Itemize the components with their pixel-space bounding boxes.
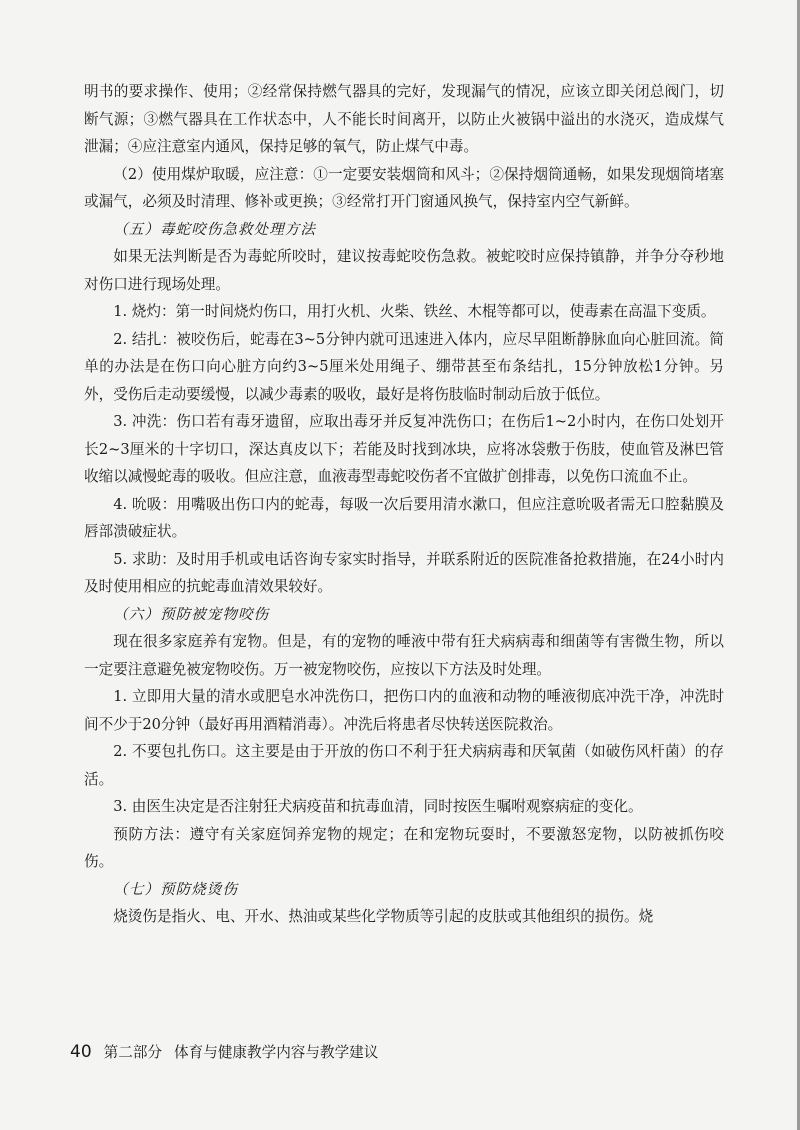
- paragraph: 2. 不要包扎伤口。这主要是由于开放的伤口不利于狂犬病病毒和厌氧菌（如破伤风杆菌）的存活。: [84, 743, 724, 788]
- paragraph: 1. 烧灼：第一时间烧灼伤口，用打火机、火柴、铁丝、木棍等都可以，使毒素在高温下变质。: [113, 303, 716, 320]
- section-heading: （七）预防烧烫伤: [113, 880, 238, 898]
- page-body: [84, 78, 724, 931]
- paragraph: 3. 冲洗：伤口若有毒牙遗留，应取出毒牙并反复冲洗伤口；在伤后1~2小时内，在伤口处划开长2~3厘米的十字切口，深达真皮以下；若能及时找到冰块，应将冰袋敷于伤肢，使血管及淋巴管收缩以减慢蛇毒的吸收。但应注意，血液毒型毒蛇咬伤者不宜做扩创排毒，以免伤口流血不止。: [84, 413, 724, 485]
- section-heading: （六）预防被宠物咬伤: [113, 605, 270, 623]
- paragraph: 明书的要求操作、使用；②经常保持燃气器具的完好，发现漏气的情况，应该立即关闭总阀门，切断气源；③燃气器具在工作状态中，人不能长时间离开，以防止火被锅中溢出的水浇灭，造成煤气泄漏；④应注意室内通风，保持足够的氧气，防止煤气中毒。: [84, 83, 724, 155]
- page-footer: [70, 1041, 378, 1062]
- paragraph: 烧烫伤是指火、电、开水、热油或某些化学物质等引起的皮肤或其他组织的损伤。烧: [113, 908, 654, 925]
- footer-part: 第二部分: [103, 1044, 163, 1061]
- section-heading: （五）毒蛇咬伤急救处理方法: [113, 220, 316, 238]
- paragraph: 3. 由医生决定是否注射狂犬病疫苗和抗毒血清，同时按医生嘱咐观察病症的变化。: [113, 798, 643, 815]
- paragraph: 2. 结扎：被咬伤后，蛇毒在3~5分钟内就可迅速进入体内，应尽早阻断静脉血向心脏回流。简单的办法是在伤口向心脏方向约3~5厘米处用绳子、绷带甚至布条结扎，15分钟放松1分钟。另外，受伤后走动要缓慢，以减少毒素的吸收，最好是将伤肢临时制动后放于低位。: [84, 330, 724, 403]
- paragraph: 5. 求助：及时用手机或电话咨询专家实时指导，并联系附近的医院准备抢救措施，在24小时内及时使用相应的抗蛇毒血清效果较好。: [84, 550, 724, 595]
- paragraph: （2）使用煤炉取暖，应注意：①一定要安装烟筒和风斗；②保持烟筒通畅，如果发现烟筒堵塞或漏气，必须及时清理、修补或更换；③经常打开门窗通风换气，保持室内空气新鲜。: [84, 165, 724, 210]
- paragraph: 1. 立即用大量的清水或肥皂水冲洗伤口，把伤口内的血液和动物的唾液彻底冲洗干净，冲洗时间不少于20分钟（最好再用酒精消毒）。冲洗后将患者尽快转送医院救治。: [84, 688, 724, 733]
- page-number: 40: [70, 1042, 92, 1062]
- paragraph: 预防方法：遵守有关家庭饲养宠物的规定；在和宠物玩耍时，不要激怒宠物，以防被抓伤咬伤。: [84, 825, 724, 870]
- paragraph: 4. 吮吸：用嘴吸出伤口内的蛇毒，每吸一次后要用清水漱口，但应注意吮吸者需无口腔黏膜及唇部溃破症状。: [84, 495, 724, 540]
- footer-title: 体育与健康教学内容与教学建议: [174, 1044, 379, 1061]
- paragraph: 如果无法判断是否为毒蛇所咬时，建议按毒蛇咬伤急救。被蛇咬时应保持镇静，并争分夺秒地对伤口进行现场处理。: [84, 248, 724, 293]
- paragraph: 现在很多家庭养有宠物。但是，有的宠物的唾液中带有狂犬病病毒和细菌等有害微生物，所以一定要注意避免被宠物咬伤。万一被宠物咬伤，应按以下方法及时处理。: [84, 633, 724, 678]
